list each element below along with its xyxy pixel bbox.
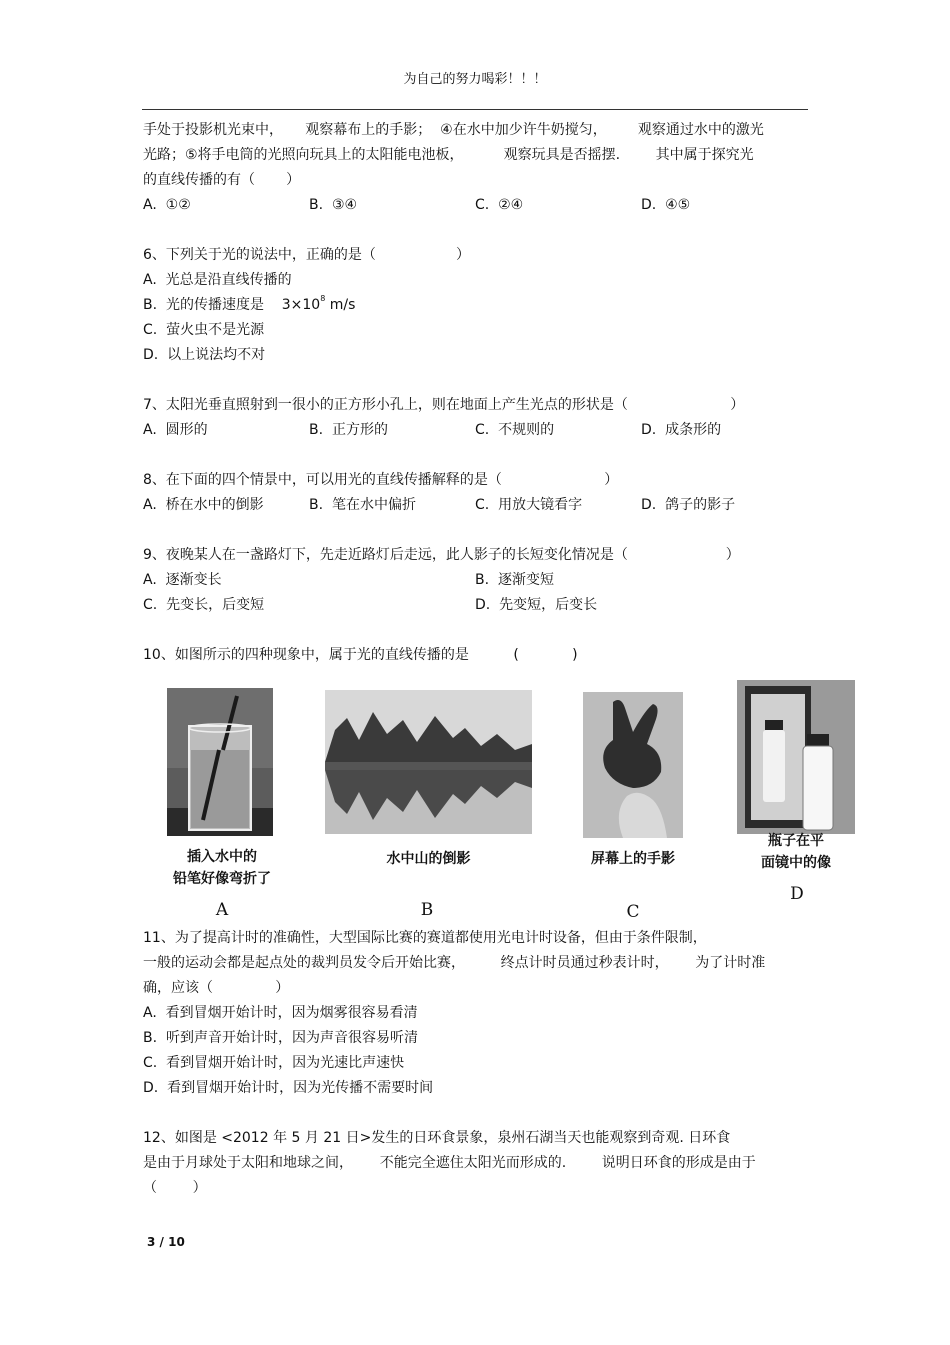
q8-option-a: A. 桥在水中的倒影 xyxy=(143,497,264,513)
q6-option-b xyxy=(143,293,813,318)
q5-line-3: 的直线传播的有（ ） xyxy=(143,172,301,188)
q7-option-d: D. 成条形的 xyxy=(641,422,722,438)
q6-stem: 6、下列关于光的说法中，正确的是（ ） xyxy=(143,247,471,263)
q11-line-3: 确，应该（ ） xyxy=(143,980,290,996)
q8-option-d: D. 鸽子的影子 xyxy=(641,497,736,513)
figure-b-letter: B xyxy=(420,900,434,920)
q11-line-2: 一般的运动会都是起点处的裁判员发令后开始比赛， 终点计时员通过秒表计时， 为了计时准 xyxy=(143,955,766,971)
q8-option-b: B. 笔在水中偏折 xyxy=(309,497,416,513)
q11-option-b: B. 听到声音开始计时，因为声音很容易听清 xyxy=(143,1030,418,1046)
figure-c-letter: C xyxy=(626,902,640,922)
figure-a-letter: A xyxy=(215,900,229,920)
q7-stem: 7、太阳光垂直照射到一很小的正方形小孔上，则在地面上产生光点的形状是（ ） xyxy=(143,397,745,413)
q9-option-a: A. 逐渐变长 xyxy=(143,572,222,588)
q8-option-c: C. 用放大镜看字 xyxy=(475,497,583,513)
q6-option-d: D. 以上说法均不对 xyxy=(143,347,266,363)
figure-b-caption: 水中山的倒影 xyxy=(386,851,471,867)
figure-d xyxy=(737,680,867,910)
q11-option-c: C. 看到冒烟开始计时，因为光速比声速快 xyxy=(143,1055,405,1071)
q11-line-1: 11、为了提高计时的准确性，大型国际比赛的赛道都使用光电计时设备，但由于条件限制， xyxy=(143,930,707,946)
q11-option-a: A. 看到冒烟开始计时，因为烟雾很容易看清 xyxy=(143,1005,418,1021)
q7-options xyxy=(143,418,813,443)
figure-a-photo xyxy=(167,688,273,836)
q6-exponent: 8 xyxy=(320,294,326,303)
figure-a xyxy=(165,688,280,918)
q7-option-c: C. 不规则的 xyxy=(475,422,555,438)
q7-option-a: A. 圆形的 xyxy=(143,422,208,438)
header-rule xyxy=(142,109,808,110)
q5-option-c: C. ②④ xyxy=(475,197,524,213)
q12-line-3: （ ） xyxy=(143,1180,207,1196)
figure-d-photo xyxy=(737,680,855,834)
q9-option-d: D. 先变短，后变长 xyxy=(475,597,598,613)
q5-option-b: B. ③④ xyxy=(309,197,358,213)
q8-stem: 8、在下面的四个情景中，可以用光的直线传播解释的是（ ） xyxy=(143,472,619,488)
q6-option-a: A. 光总是沿直线传播的 xyxy=(143,272,292,288)
figure-b-photo xyxy=(325,690,532,834)
q11-option-d: D. 看到冒烟开始计时，因为光传播不需要时间 xyxy=(143,1080,434,1096)
q9-option-c: C. 先变长，后变短 xyxy=(143,597,265,613)
q9-stem: 9、夜晚某人在一盏路灯下，先走近路灯后走远，此人影子的长短变化情况是（ ） xyxy=(143,547,740,563)
page-header: 为自己的努力喝彩！！！ xyxy=(403,72,547,87)
q6-option-b-unit: m/s xyxy=(325,297,356,313)
q8-options xyxy=(143,493,813,518)
document-body xyxy=(143,118,831,1201)
q5-line-1: 手处于投影机光束中， 观察幕布上的手影； ④在水中加少许牛奶搅匀， 观察通过水中的激光 xyxy=(143,122,764,138)
figure-c-photo xyxy=(583,692,683,838)
q5-option-a: A. ①② xyxy=(143,197,191,213)
q10-figures xyxy=(143,676,831,926)
figure-d-caption: 瓶子在平 面镜中的像 xyxy=(761,833,831,871)
figure-c xyxy=(573,688,703,922)
q6-option-b-text: B. 光的传播速度是 3×10 xyxy=(143,297,321,313)
q10-stem: 10、如图所示的四种现象中，属于光的直线传播的是 ( ) xyxy=(143,647,578,663)
q5-options xyxy=(143,193,813,218)
figure-a-caption: 插入水中的 铅笔好像弯折了 xyxy=(173,849,271,887)
figure-c-caption: 屏幕上的手影 xyxy=(591,851,675,867)
figure-b xyxy=(325,688,535,918)
figure-d-letter: D xyxy=(790,884,804,904)
q12-line-1: 12、如图是 <2012 年 5 月 21 日>发生的日环食景象，泉州石湖当天也能观察到奇观. 日环食 xyxy=(143,1130,731,1146)
q9-options-row-1 xyxy=(143,568,813,593)
q9-options-row-2 xyxy=(143,593,813,618)
q5-option-d: D. ④⑤ xyxy=(641,197,691,213)
q12-line-2: 是由于月球处于太阳和地球之间， 不能完全遮住太阳光而形成的. 说明日环食的形成是由于 xyxy=(143,1155,756,1171)
q7-option-b: B. 正方形的 xyxy=(309,422,388,438)
q9-option-b: B. 逐渐变短 xyxy=(475,572,554,588)
page-number: 3 / 10 xyxy=(147,1235,185,1249)
q6-option-c: C. 萤火虫不是光源 xyxy=(143,322,265,338)
q5-line-2: 光路；⑤将手电筒的光照向玩具上的太阳能电池板， 观察玩具是否摇摆. 其中属于探究光 xyxy=(143,147,754,163)
